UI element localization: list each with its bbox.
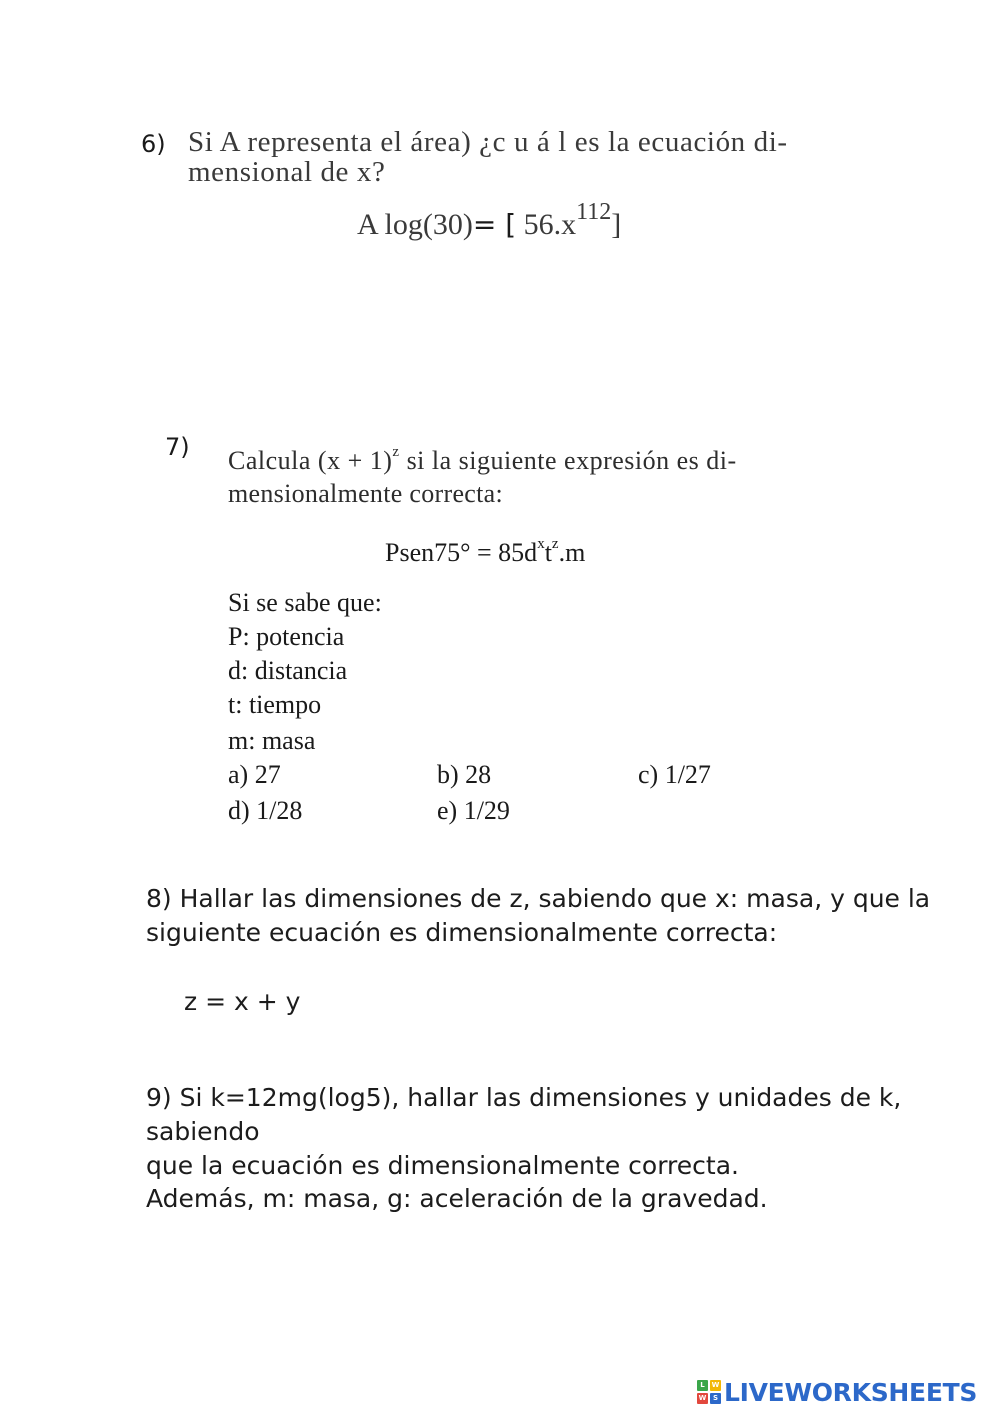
q7-number: 7) (165, 433, 190, 461)
q6-number: 6) (141, 130, 166, 158)
liveworksheets-logo-text: LIVEWORKSHEETS (724, 1377, 978, 1407)
q8-text-line1: 8) Hallar las dimensiones de z, sabiendo que x: masa, y que la (146, 884, 931, 913)
q7-eq-b: t (544, 538, 552, 567)
q9-text-line4: Además, m: masa, g: aceleración de la gravedad. (146, 1184, 768, 1213)
q7-option-c: c) 1/27 (638, 760, 711, 789)
q7-option-e: e) 1/29 (437, 796, 510, 825)
q9-text-line3: que la ecuación es dimensionalmente correcta. (146, 1151, 739, 1180)
q6-text-line1: Si A representa el área) ¿c u á l es la ecuación di- (188, 126, 788, 158)
logo-tile-green: L (697, 1380, 708, 1391)
q7-info-masa: m: masa (228, 726, 316, 755)
q7-info-distancia: d: distancia (228, 656, 348, 685)
q6-equation (357, 199, 622, 242)
q8-equation: z = x + y (184, 987, 301, 1016)
q7-eq-exponent-x: x (537, 536, 545, 553)
q7-line1-exponent: z (392, 444, 400, 461)
q7-option-d: d) 1/28 (228, 796, 303, 825)
q6-eq-sign: = [ (472, 208, 517, 241)
q7-eq-c: .m (558, 538, 586, 567)
logo-tile-blue: S (710, 1393, 721, 1404)
q7-option-b: b) 28 (437, 760, 492, 789)
q9-text-line1: 9) Si k=12mg(log5), hallar las dimensiones y unidades de k, (146, 1083, 902, 1112)
q6-eq-close: ] (611, 208, 622, 241)
q7-line1-a: Calcula (x + 1) (228, 446, 393, 475)
q7-line1-b: si la siguiente expresión es di- (399, 446, 737, 475)
q7-option-a: a) 27 (228, 760, 281, 789)
liveworksheets-logo (697, 1377, 977, 1407)
logo-tile-red: W (698, 1394, 707, 1402)
q7-info-tiempo: t: tiempo (228, 690, 322, 719)
q7-equation (385, 538, 585, 568)
q6-eq-left: A log(30) (357, 208, 473, 241)
logo-tile-yellow: W (711, 1381, 720, 1389)
q7-info-potencia: P: potencia (228, 622, 345, 651)
q7-eq-exponent-z: z (551, 536, 559, 553)
q7-info-heading: Si se sabe que: (228, 588, 382, 617)
q6-text-line2: mensional de x? (188, 156, 386, 188)
q9-text-line2: sabiendo (146, 1117, 260, 1146)
q8-text-line2: siguiente ecuación es dimensionalmente correcta: (146, 918, 778, 947)
liveworksheets-logo-icon (697, 1380, 721, 1404)
q7-text-line1 (228, 446, 737, 476)
q7-eq-a: Psen75° = 85d (385, 538, 538, 567)
q6-eq-base: 56.x (516, 208, 577, 241)
q7-text-line2: mensionalmente correcta: (228, 479, 504, 508)
q6-eq-exponent: 112 (576, 199, 612, 225)
